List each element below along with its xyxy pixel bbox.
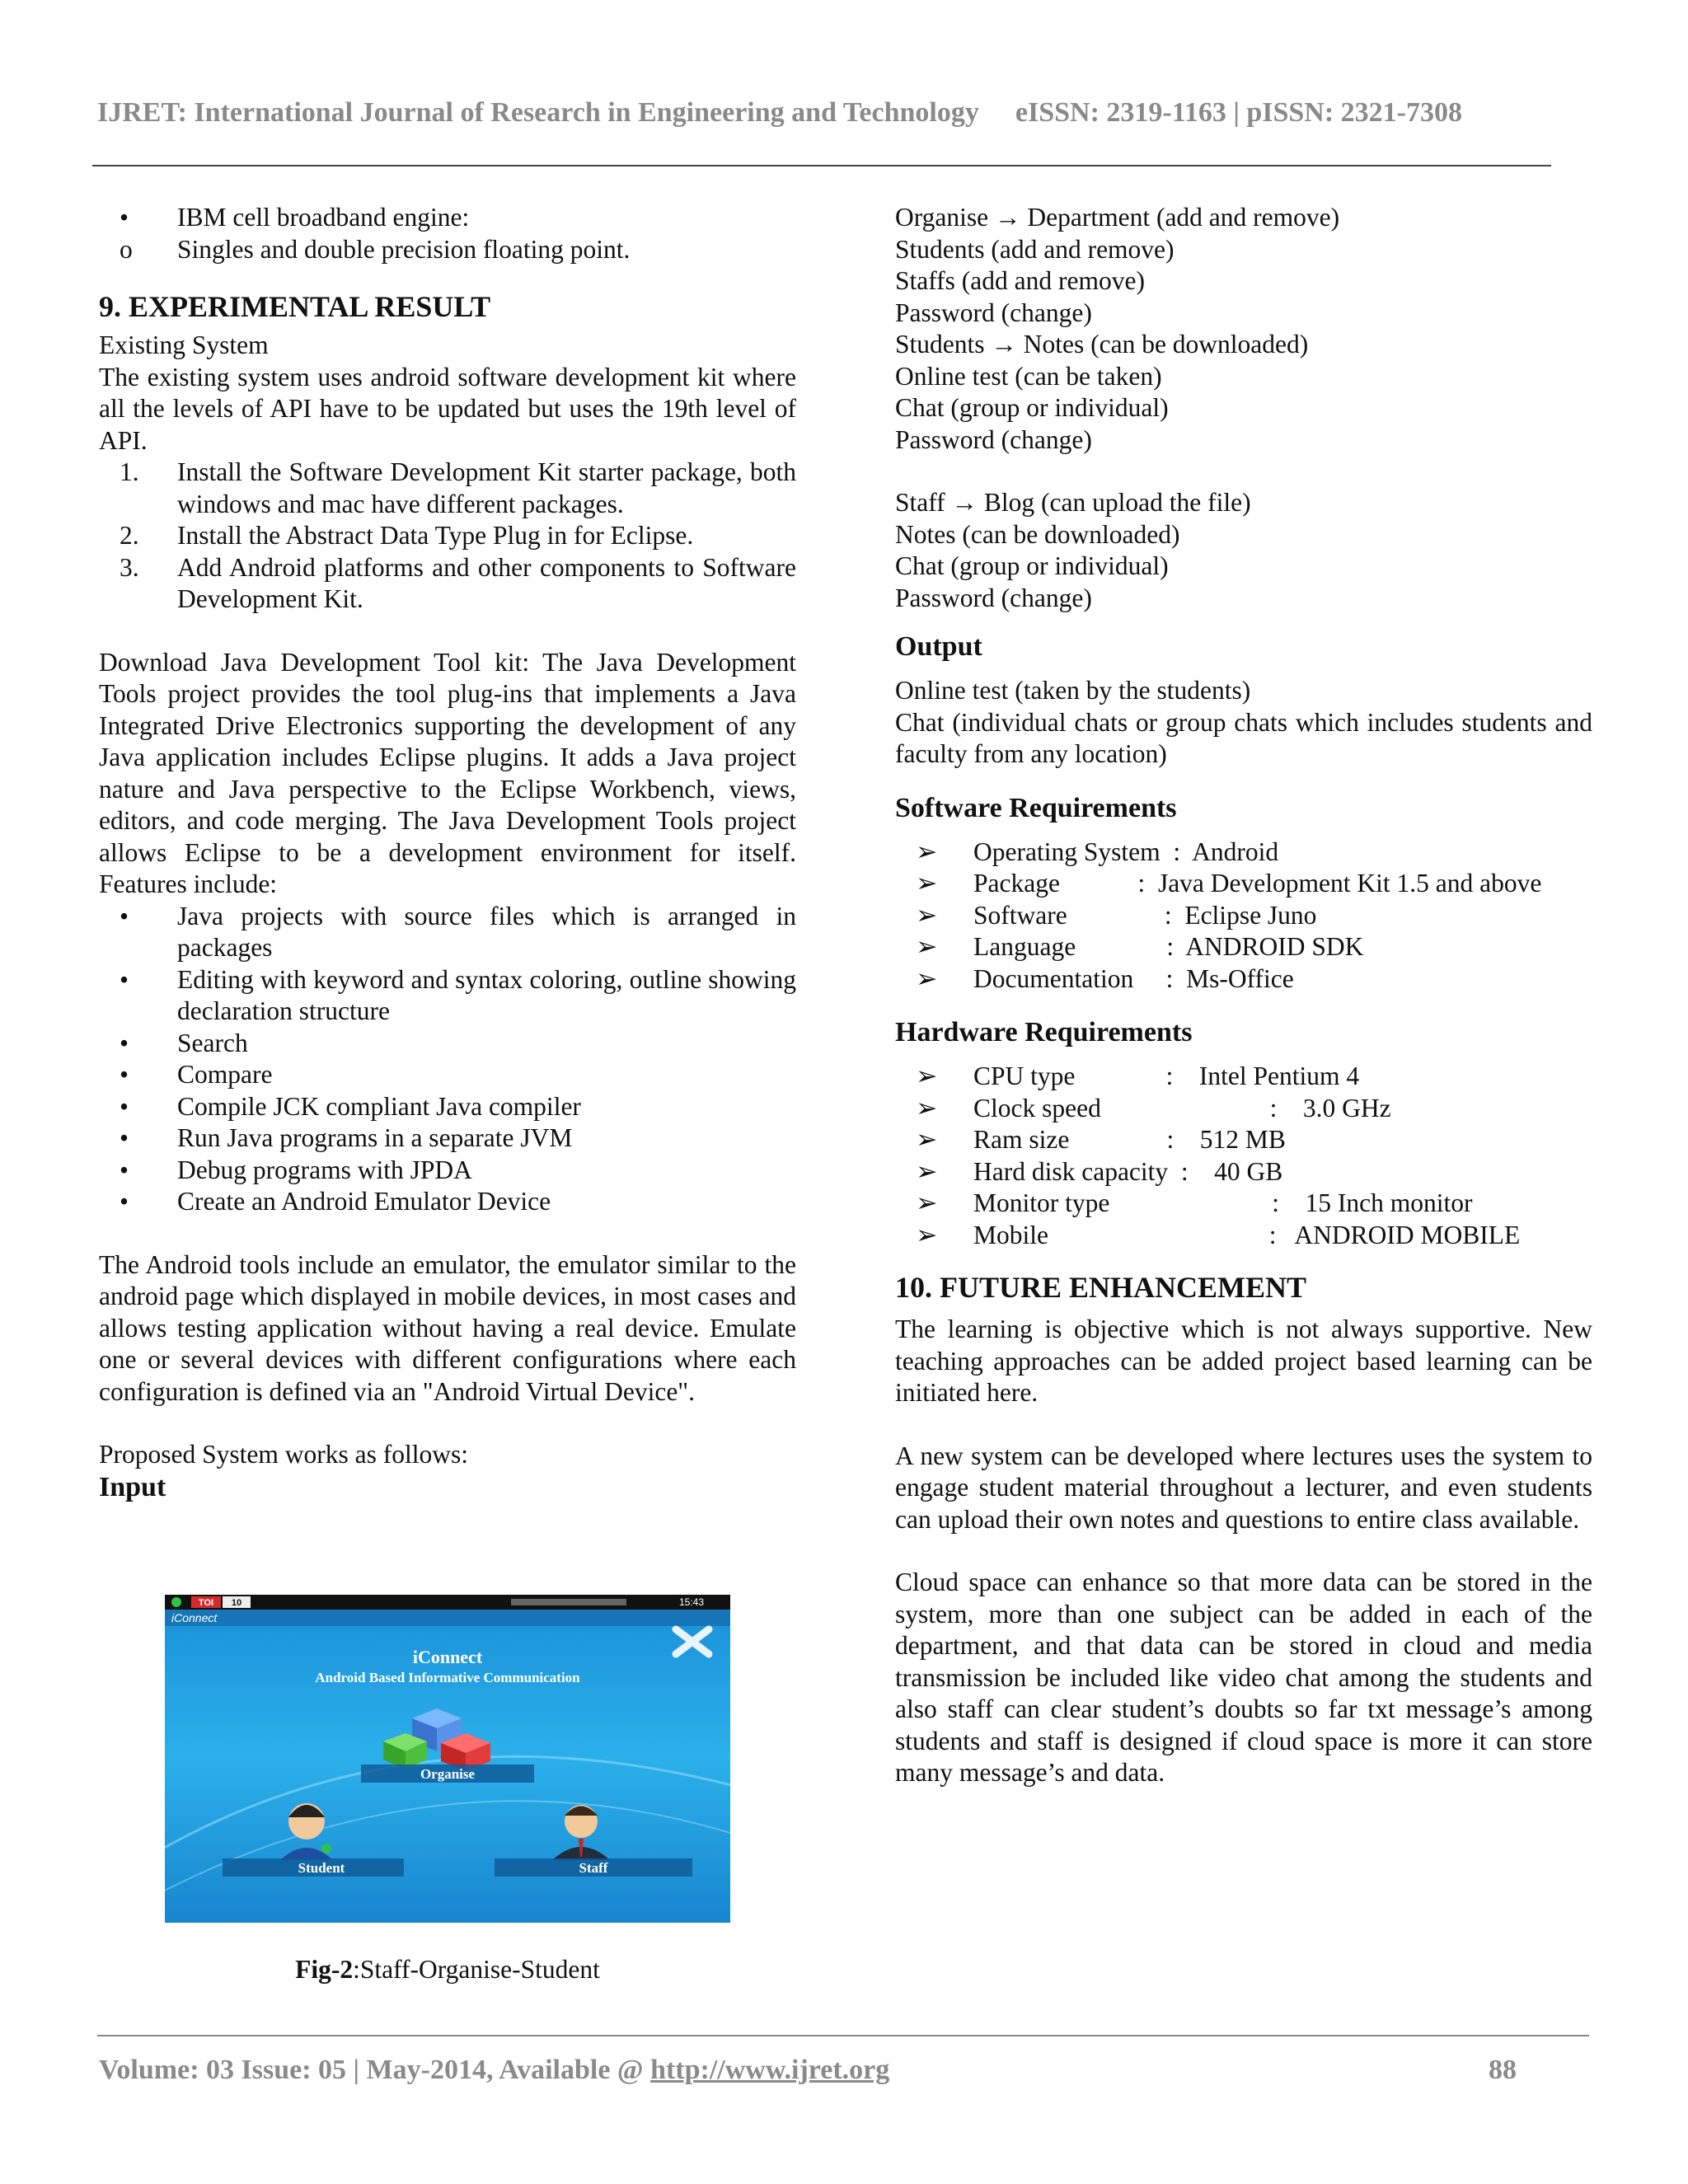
list-item: [895, 1093, 1592, 1125]
list-item: [895, 837, 1592, 869]
output-line: Online test (taken by the students): [895, 676, 1251, 705]
list-item-text: Documentation : Ms-Office: [973, 963, 1294, 993]
software-requirements-heading: Software Requirements: [895, 792, 1177, 823]
list-item: [895, 1188, 1592, 1220]
list-item-text: Language : ANDROID SDK: [973, 932, 1364, 961]
role-line: Password (change): [895, 583, 1092, 612]
list-item-text: Run Java programs in a separate JVM: [177, 1123, 573, 1152]
list-item: [895, 1061, 1592, 1093]
bullet-marker: •: [120, 1028, 129, 1057]
bullet-marker: •: [120, 203, 129, 232]
figure-caption: [99, 1955, 796, 1985]
future-paragraph: Cloud space can enhance so that more data can be stored in the system, more than one subject can be added in each of the department, and that data can be stored in cloud and media transmission be included like video chat among the students and also staff can clear student’s doubts so far txt message’s among students and staff is designed if cloud space is more it can store many message’s and data.: [895, 1568, 1592, 1787]
status-count: 10: [231, 1598, 242, 1608]
list-item: [895, 900, 1592, 932]
list-item-text: Clock speed : 3.0 GHz: [973, 1093, 1391, 1122]
caption-text: :Staff-Organise-Student: [353, 1955, 600, 1984]
top-bullets: [99, 202, 796, 265]
role-line: Password (change): [895, 424, 1092, 454]
list-item-text: Search: [177, 1028, 248, 1057]
role-line: Organise → Department (add and remove): [895, 203, 1340, 232]
arrow-bullet-icon: ➢: [916, 837, 938, 866]
software-requirements-list: [895, 837, 1592, 996]
list-item: [895, 931, 1592, 963]
arrow-bullet-icon: ➢: [916, 1220, 938, 1249]
bullet-marker: •: [120, 964, 129, 994]
list-item-text: Package : Java Development Kit 1.5 and above: [973, 869, 1542, 898]
future-paragraph: A new system can be developed where lectures uses the system to engage student material throughout a lecturer, and even students can upload their own notes and questions to entire class available.: [895, 1441, 1592, 1534]
list-item-text: Ram size : 512 MB: [973, 1125, 1286, 1154]
feature-list: [99, 901, 796, 1218]
role-line: Online test (can be taken): [895, 361, 1162, 391]
footer-volume: Volume: 03 Issue: 05 | May-2014, Available @: [99, 2055, 651, 2085]
section-heading-future: 10. FUTURE ENHANCEMENT: [895, 1271, 1307, 1304]
arrow-bullet-icon: ➢: [916, 900, 938, 930]
page-number: 88: [1489, 2055, 1517, 2085]
bullet-marker: •: [120, 1155, 129, 1184]
bullet-marker: •: [120, 1123, 129, 1152]
existing-system-label: Existing System: [99, 330, 269, 359]
output-heading: Output: [895, 631, 982, 662]
list-item: [99, 1186, 796, 1218]
journal-link[interactable]: http://www.ijret.org: [650, 2055, 890, 2085]
app-title: iConnect: [412, 1647, 483, 1667]
arrow-bullet-icon: ➢: [916, 869, 938, 898]
role-line: Staff → Blog (can upload the file): [895, 488, 1251, 517]
bullet-marker: •: [120, 1091, 129, 1121]
app-screenshot: [165, 1595, 730, 1923]
hardware-requirements-heading: Hardware Requirements: [895, 1017, 1193, 1047]
android-tools-paragraph: The Android tools include an emulator, the emulator similar to the android page which displayed in mobile devices, in most cases and allows testing application without having a real device. Emulate one or several devices with different configurations where each configuration is defined via an "Android Virtual Device".: [99, 1249, 796, 1406]
list-item: [895, 868, 1592, 900]
list-item: [895, 1156, 1592, 1188]
bullet-marker: •: [120, 1060, 129, 1089]
list-item-text: Monitor type : 15 Inch monitor: [973, 1188, 1473, 1217]
step-number: 1.: [120, 457, 139, 486]
list-item-text: IBM cell broadband engine:: [177, 203, 470, 232]
arrow-bullet-icon: ➢: [916, 1062, 938, 1090]
list-item: [99, 1155, 796, 1187]
left-column: [99, 202, 796, 1504]
list-item-text: Editing with keyword and syntax coloring, outline showing declaration structure: [177, 964, 796, 1025]
list-item: [99, 1122, 796, 1155]
organise-students-block: [895, 202, 1592, 456]
right-column: [895, 202, 1592, 1789]
hardware-requirements-list: [895, 1061, 1592, 1251]
list-item: [895, 963, 1592, 996]
list-item: [99, 202, 796, 234]
staff-label: Staff: [579, 1860, 608, 1876]
input-heading: Input: [99, 1471, 166, 1502]
staff-block: [895, 487, 1592, 614]
list-item-text: Hard disk capacity : 40 GB: [973, 1156, 1283, 1186]
role-line: Notes (can be downloaded): [895, 519, 1180, 549]
list-item-text: Mobile : ANDROID MOBILE: [973, 1220, 1521, 1249]
list-item-text: Debug programs with JPDA: [177, 1155, 472, 1184]
phone-icon: [171, 1597, 181, 1607]
list-item: [99, 457, 796, 520]
future-paragraph: The learning is objective which is not always supportive. New teaching approaches can be added project based learning can be initiated here.: [895, 1315, 1592, 1407]
jdt-paragraph: Download Java Development Tool kit: The Java Development Tools project provides the tool plug-ins that implements a Java Integrated Drive Electronics supporting the development of any Java application includes Eclipse plugins. It adds a Java project nature and Java perspective to the Eclipse Workbench, views, editors, and code merging. The Java Development Tools project allows Eclipse to be a development environment for itself. Features include:: [99, 647, 796, 898]
role-line: Chat (group or individual): [895, 393, 1169, 422]
journal-name: IJRET: International Journal of Research in Engineering and Technology: [97, 97, 979, 128]
list-item: [99, 552, 796, 616]
journal-header: [97, 97, 1548, 129]
app-screenshot-figure: [165, 1595, 730, 1923]
role-line: Students (add and remove): [895, 234, 1175, 264]
status-time: 15:43: [679, 1596, 705, 1608]
list-item-text: Add Android platforms and other components to Software Development Kit.: [177, 552, 796, 613]
list-item-text: Java projects with source files which is arranged in packages: [177, 901, 796, 962]
list-item: [895, 1124, 1592, 1156]
step-number: 2.: [120, 521, 139, 550]
bullet-marker: •: [120, 1187, 129, 1216]
list-item: [99, 1091, 796, 1123]
list-item: [99, 234, 796, 266]
arrow-bullet-icon: ➢: [916, 1156, 938, 1186]
arrow-bullet-icon: ➢: [916, 963, 938, 993]
arrow-bullet-icon: ➢: [916, 1188, 938, 1217]
organise-label: Organise: [420, 1766, 476, 1782]
list-item-text: Create an Android Emulator Device: [177, 1187, 551, 1216]
role-line: Staffs (add and remove): [895, 266, 1145, 295]
list-item: [99, 1028, 796, 1060]
list-item: [99, 1059, 796, 1091]
list-item-text: Singles and double precision floating point.: [177, 234, 631, 264]
list-item-text: Software : Eclipse Juno: [973, 900, 1317, 930]
list-item: [99, 901, 796, 964]
existing-system-text: The existing system uses android software development kit where all the levels of API have to be updated but uses the 19th level of API.: [99, 362, 796, 455]
role-line: Password (change): [895, 298, 1092, 327]
list-item-text: Install the Software Development Kit starter package, both windows and mac have different packages.: [177, 457, 796, 518]
caption-label: Fig-2: [295, 1955, 354, 1984]
header-rule: [92, 165, 1551, 166]
status-carrier: TOI: [198, 1598, 214, 1608]
journal-issn: eISSN: 2319-1163 | pISSN: 2321-7308: [1015, 97, 1462, 128]
list-item: [99, 520, 796, 552]
bullet-marker: o: [120, 234, 133, 264]
arrow-bullet-icon: ➢: [916, 932, 938, 961]
bullet-marker: •: [120, 901, 129, 930]
list-item: [895, 1220, 1592, 1252]
page-footer: [99, 2055, 1517, 2086]
app-subtitle: Android Based Informative Communication: [315, 1670, 580, 1685]
list-item-text: Operating System : Android: [973, 837, 1279, 866]
role-line: Chat (group or individual): [895, 551, 1169, 580]
output-line: Chat (individual chats or group chats which includes students and faculty from any location): [895, 707, 1592, 768]
install-steps: [99, 457, 796, 616]
list-item-text: Install the Abstract Data Type Plug in for Eclipse.: [177, 521, 694, 550]
list-item-text: Compile JCK compliant Java compiler: [177, 1091, 581, 1121]
footer-rule: [97, 2035, 1589, 2036]
proposed-system-text: Proposed System works as follows:: [99, 1440, 468, 1469]
section-heading-experimental: 9. EXPERIMENTAL RESULT: [99, 290, 491, 323]
list-item-text: Compare: [177, 1060, 273, 1089]
arrow-bullet-icon: ➢: [916, 1125, 938, 1154]
step-number: 3.: [120, 552, 139, 582]
list-item: [99, 964, 796, 1028]
role-line: Students → Notes (can be downloaded): [895, 330, 1309, 359]
app-name: iConnect: [171, 1611, 218, 1624]
student-label: Student: [298, 1860, 345, 1876]
arrow-bullet-icon: ➢: [916, 1093, 938, 1122]
list-item-text: CPU type : Intel Pentium 4: [973, 1062, 1360, 1090]
status-icons: [511, 1599, 626, 1605]
